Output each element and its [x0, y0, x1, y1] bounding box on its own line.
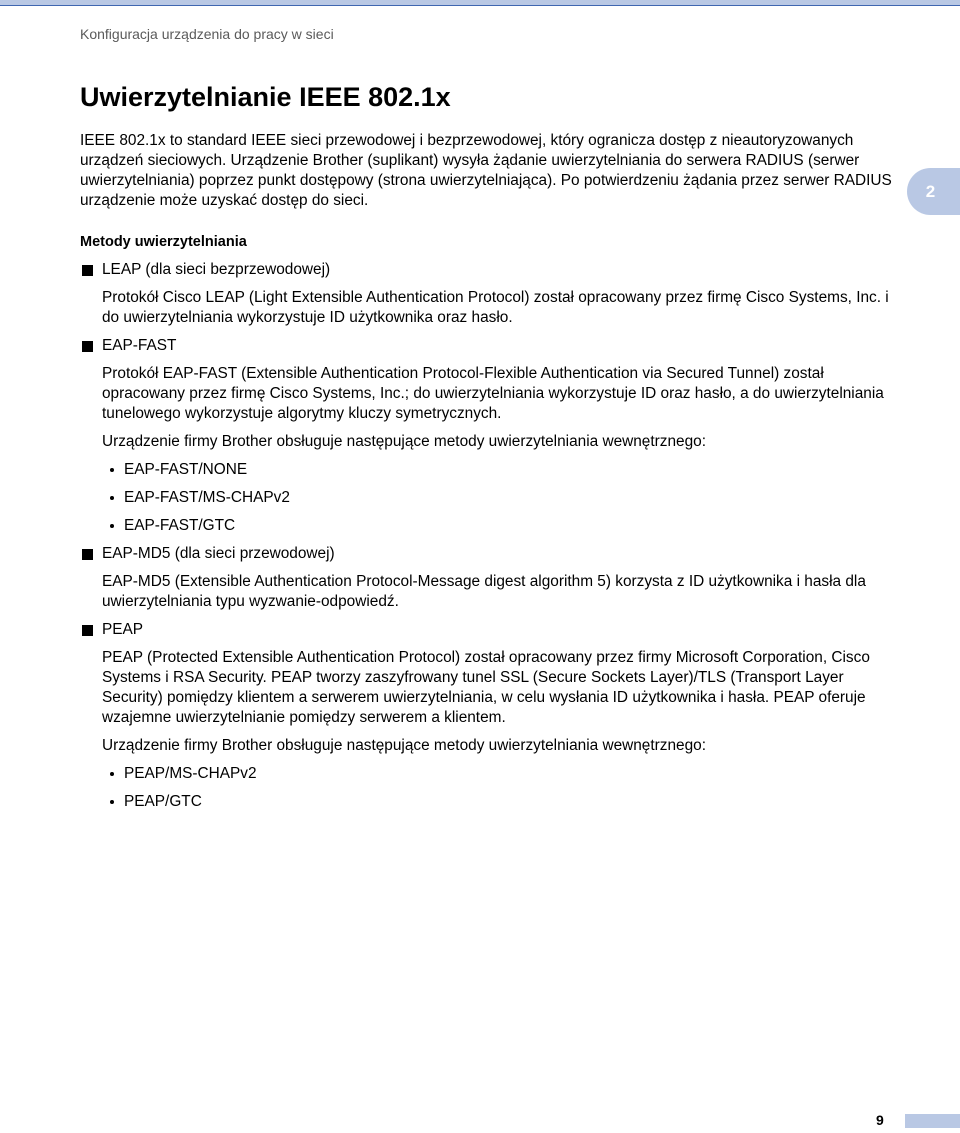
- subitem-text: EAP-FAST/NONE: [124, 461, 248, 478]
- method-title-text: EAP-FAST: [102, 337, 177, 354]
- dot-bullet-icon: [110, 772, 114, 776]
- subitem: [110, 460, 900, 480]
- method-title: [80, 336, 900, 356]
- method-title: [80, 620, 900, 640]
- running-header: Konfiguracja urządzenia do pracy w sieci: [80, 26, 334, 42]
- subitem-text: PEAP/GTC: [124, 793, 202, 810]
- method-title-text: LEAP (dla sieci bezprzewodowej): [102, 261, 331, 278]
- subitem: [110, 516, 900, 536]
- method-eap-md5: [80, 544, 900, 612]
- method-description: EAP-MD5 (Extensible Authentication Protocol-Message digest algorithm 5) korzysta z ID użytkownika i hasła dla uwierzytelniania typu wyzwanie-odpowiedź.: [102, 573, 866, 610]
- page-title: Uwierzytelnianie IEEE 802.1x: [80, 82, 451, 112]
- square-bullet-icon: [82, 625, 93, 636]
- dot-bullet-icon: [110, 524, 114, 528]
- chapter-number: 2: [925, 181, 936, 201]
- intro-paragraph: IEEE 802.1x to standard IEEE sieci przewodowej i bezprzewodowej, który ogranicza dostęp z nieautoryzowanych urządzeń sieciowych. Urządzenie Brother (suplikant) wysyła żądanie uwierzytelniania do serwera RADIUS (serwer uwierzytelniania) poprzez punkt dostępowy (strona uwierzytelniająca). Po potwierdzeniu żądania przez serwer RADIUS urządzenie może uzyskać dostęp do sieci.: [80, 132, 892, 209]
- subitem: [110, 764, 900, 784]
- method-title-text: EAP-MD5 (dla sieci przewodowej): [102, 545, 335, 562]
- dot-bullet-icon: [110, 800, 114, 804]
- method-eap-fast: [80, 336, 900, 536]
- dot-bullet-icon: [110, 496, 114, 500]
- method-peap: [80, 620, 900, 812]
- method-title: [80, 544, 900, 564]
- square-bullet-icon: [82, 265, 93, 276]
- subitem: [110, 488, 900, 508]
- footer-tab: [905, 1114, 960, 1128]
- square-bullet-icon: [82, 549, 93, 560]
- dot-bullet-icon: [110, 468, 114, 472]
- method-title: [80, 260, 900, 280]
- square-bullet-icon: [82, 341, 93, 352]
- chapter-tab: [907, 168, 960, 215]
- method-title-text: PEAP: [102, 621, 144, 638]
- subitem: [110, 792, 900, 812]
- method-description: Protokół EAP-FAST (Extensible Authentication Protocol-Flexible Authentication via Secured Tunnel) został opracowany przez firmę Cisco Systems, Inc.; do uwierzytelniania wykorzystuje ID oraz hasło, a do uwierzytelniania tunelowego wykorzystuje algorytmy kluczy symetrycznych.: [102, 365, 884, 422]
- support-note: Urządzenie firmy Brother obsługuje następujące metody uwierzytelniania wewnętrznego:: [102, 433, 706, 450]
- subitem-text: PEAP/MS-CHAPv2: [124, 765, 257, 782]
- methods-heading: Metody uwierzytelniania: [80, 234, 247, 250]
- top-rule-line: [0, 5, 960, 6]
- page-content: [80, 131, 900, 820]
- subitem-text: EAP-FAST/MS-CHAPv2: [124, 489, 290, 506]
- method-description: PEAP (Protected Extensible Authentication Protocol) został opracowany przez firmy Microsoft Corporation, Cisco Systems i RSA Security. PEAP tworzy zaszyfrowany tunel SSL (Secure Sockets Layer)/TLS (Transport Layer Security) pomiędzy klientem a serwerem uwierzytelniania, w celu wysłania ID użytkownika i hasła. PEAP oferuje wzajemne uwierzytelnianie pomiędzy serwerem a klientem.: [102, 649, 870, 726]
- subitem-text: EAP-FAST/GTC: [124, 517, 236, 534]
- method-leap: [80, 260, 900, 328]
- method-description: Protokół Cisco LEAP (Light Extensible Authentication Protocol) został opracowany przez firmę Cisco Systems, Inc. i do uwierzytelniania wykorzystuje ID użytkownika oraz hasło.: [102, 289, 889, 326]
- page-number: 9: [876, 1112, 884, 1128]
- support-note: Urządzenie firmy Brother obsługuje następujące metody uwierzytelniania wewnętrznego:: [102, 737, 706, 754]
